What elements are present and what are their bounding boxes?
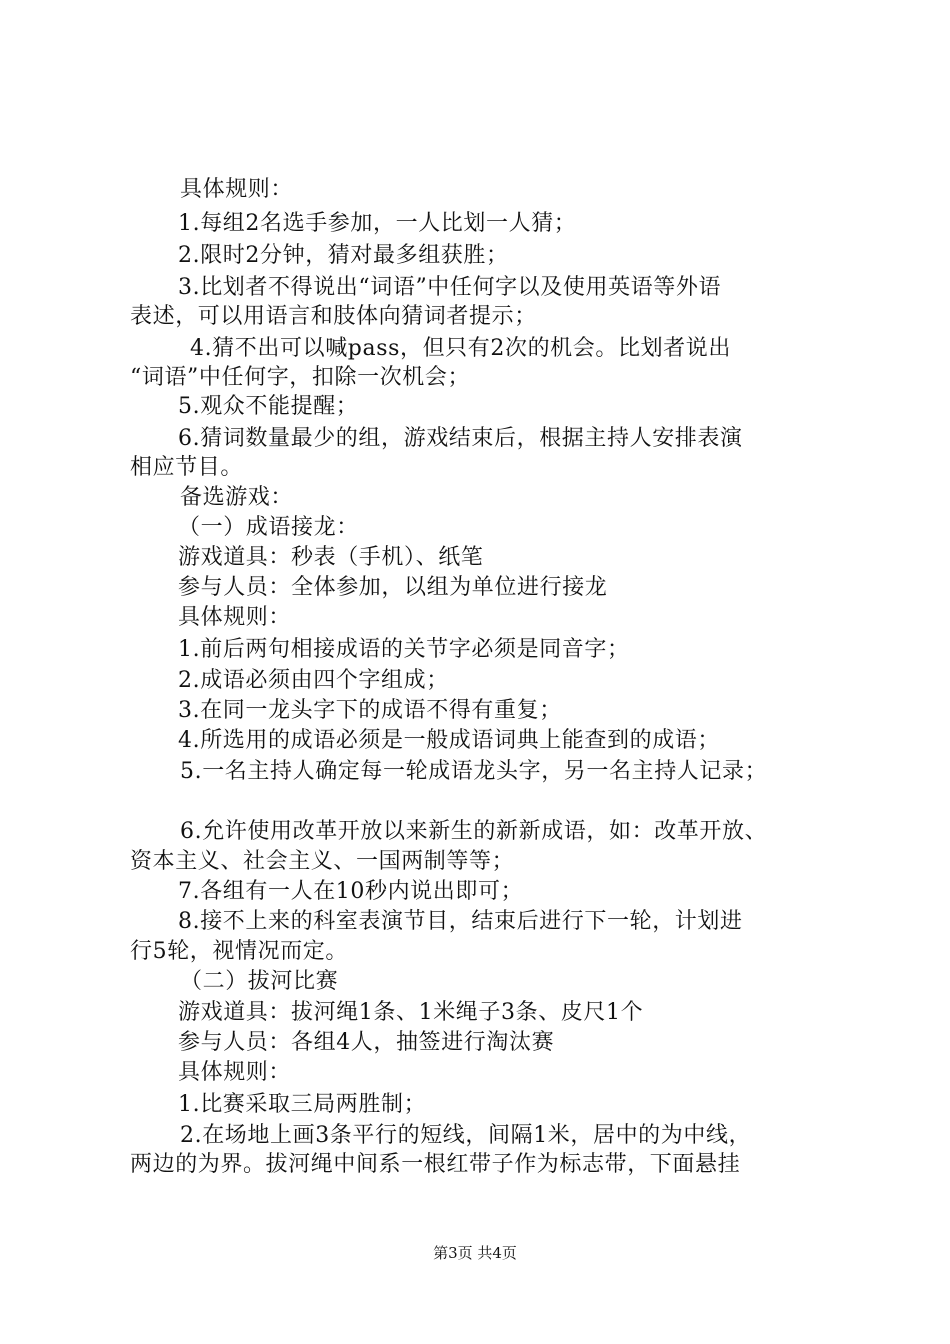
section-heading: （二）拔河比赛 <box>180 969 339 994</box>
text-line: 6.猜词数量最少的组，游戏结束后，根据主持人安排表演 <box>178 426 743 451</box>
text-line: 1.前后两句相接成语的关节字必须是同音字； <box>178 637 630 662</box>
text-line: 参与人员：全体参加，以组为单位进行接龙 <box>178 575 608 600</box>
text-line: 游戏道具：秒表（手机）、纸笔 <box>178 545 484 570</box>
text-line: 8.接不上来的科室表演节目，结束后进行下一轮，计划进 <box>178 909 743 934</box>
text-line: 备选游戏： <box>180 485 294 510</box>
text-line: 3.在同一龙头字下的成语不得有重复； <box>178 698 562 723</box>
text-line: 7.各组有一人在10秒内说出即可； <box>178 879 524 904</box>
text-line: 具体规则： <box>178 605 292 630</box>
text-line: 1.比赛采取三局两胜制； <box>178 1092 427 1117</box>
text-line: 4.所选用的成语必须是一般成语词典上能查到的成语； <box>178 728 720 753</box>
text-line: 两边的为界。拔河绳中间系一根红带子作为标志带，下面悬挂 <box>130 1152 741 1177</box>
text-line: 资本主义、社会主义、一国两制等等； <box>130 849 515 874</box>
text-line: 相应节目。 <box>130 455 244 480</box>
text-line: 具体规则： <box>180 177 294 202</box>
text-line: 2.成语必须由四个字组成； <box>178 668 449 693</box>
text-line: 行5轮，视情况而定。 <box>130 939 348 964</box>
text-line: 2.在场地上画3条平行的短线，间隔1米，居中的为中线， <box>180 1123 752 1148</box>
text-line: 5.一名主持人确定每一轮成语龙头字，另一名主持人记录； <box>180 759 768 784</box>
text-line: 表述，可以用语言和肢体向猜词者提示； <box>130 304 537 329</box>
text-line: “词语”中任何字，扣除一次机会； <box>130 365 471 390</box>
section-heading: （一）成语接龙： <box>178 515 359 540</box>
text-line: 5.观众不能提醒； <box>178 394 359 419</box>
text-line: 参与人员：各组4人，抽签进行淘汰赛 <box>178 1030 555 1055</box>
text-line: 游戏道具：拔河绳1条、1米绳子3条、皮尺1个 <box>178 1000 644 1025</box>
text-line: 1.每组2名选手参加，一人比划一人猜； <box>178 211 577 236</box>
text-line: 6.允许使用改革开放以来新生的新新成语，如：改革开放、 <box>180 819 768 844</box>
text-line: 2.限时2分钟，猜对最多组获胜； <box>178 243 509 268</box>
text-line: 4.猜不出可以喊pass，但只有2次的机会。比划者说出 <box>190 336 731 361</box>
text-line: 3.比划者不得说出“词语”中任何字以及使用英语等外语 <box>178 275 722 300</box>
text-line: 具体规则： <box>178 1060 292 1085</box>
page-footer: 第3页 共4页 <box>433 1244 517 1262</box>
